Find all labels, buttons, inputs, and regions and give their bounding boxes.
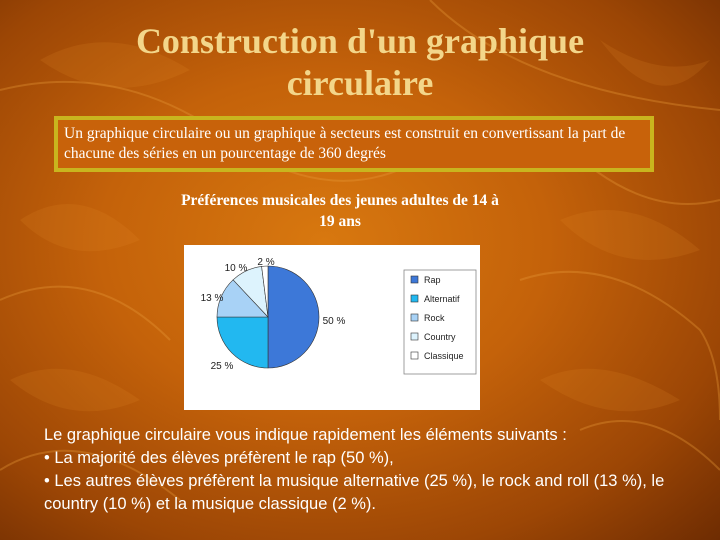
legend-label-rap: Rap [424,275,441,285]
pie-chart [184,245,480,410]
intro-text: Le graphique circulaire vous indique rapidement les éléments suivants : [44,426,567,444]
legend-label-alternatif: Alternatif [424,294,460,304]
definition-box: Un graphique circulaire ou un graphique à secteurs est construit en convertissant la part de chacune des séries en un pourcentage de 360 degrés [54,116,654,172]
legend-label-classique: Classique [424,351,464,361]
bullet-rap: • La majorité des élèves préfèrent le rap (50 %), [44,449,394,467]
slice-label-rock: 13 % [200,293,224,304]
body-text [44,424,694,516]
slice-label-country: 10 % [224,263,248,274]
slice-label-rap: 50 % [322,316,346,327]
legend-swatch-rock [411,314,418,321]
pie-chart-svg [184,245,480,410]
legend-swatch-classique [411,352,418,359]
legend-swatch-alternatif [411,295,418,302]
slice-label-classique: 2 % [257,257,275,268]
bullet-others: • Les autres élèves préfèrent la musique alternative (25 %), le rock and roll (13 %), le country (10 %) et la musique classique (2 %). [44,472,665,513]
legend-label-rock: Rock [424,313,445,323]
legend-label-country: Country [424,332,456,342]
slide-title: Construction d'un graphique circulaire [135,21,585,103]
legend-swatch-country [411,333,418,340]
legend-swatch-rap [411,276,418,283]
pie-slice-rap [268,266,319,368]
slice-label-alternatif: 25 % [210,361,234,372]
chart-title: Préférences musicales des jeunes adultes de 14 à 19 ans [181,192,499,230]
